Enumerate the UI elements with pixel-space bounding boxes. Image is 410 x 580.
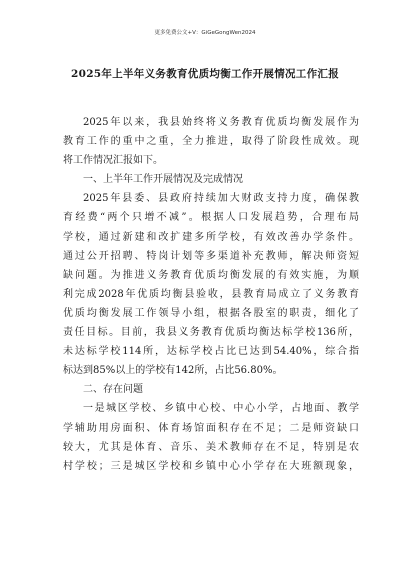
paragraph-line: 未达标学校114所，达标学校占比已达到54.40%，综合指 <box>63 346 359 358</box>
paragraph-line: 将工作情况汇报如下。 <box>63 155 163 167</box>
paragraph-line: 学校，通过新建和改扩建多所学校，有效改善办学条件。 <box>63 231 359 243</box>
paragraph-line: 缺问题。为推进义务教育优质均衡发展的有效实施，为顺 <box>63 269 359 281</box>
paragraph-line: 2025年县委、县政府持续加大财政支持力度，确保教 <box>83 193 359 205</box>
paragraph-line: 一是城区学校、乡镇中心校、中心小学，占地面、教学 <box>83 403 359 415</box>
paragraph-line: 较大，尤其是体育、音乐、美术教师存在不足，特别是农 <box>63 441 359 453</box>
paragraph-line: 2025年以来，我县始终将义务教育优质均衡发展作为 <box>83 117 359 128</box>
section-heading: 二、存在问题 <box>83 384 143 396</box>
paragraph-line: 村学校；三是城区学校和乡镇中心小学存在大班额现象， <box>63 460 359 472</box>
paragraph-line: 学辅助用房面积、体育场馆面积存在不足；二是师资缺口 <box>63 422 359 434</box>
paragraph-line: 育经费“两个只增不减”。根据人口发展趋势，合理布局 <box>63 212 359 224</box>
paragraph-line: 教育工作的重中之重，全力推进，取得了阶段性成效。现 <box>63 136 359 148</box>
document-title: 2025年上半年义务教育优质均衡工作开展情况工作汇报 <box>70 68 340 80</box>
paragraph-line: 优质均衡发展工作领导小组，根据各股室的职责，细化了 <box>63 307 359 319</box>
paragraph-line: 利完成2028年优质均衡县验收，县教育局成立了义务教育 <box>63 288 359 300</box>
document-body <box>63 113 359 476</box>
header-note: 更多免费公文+V：GiGeGongWen2024 <box>154 30 256 36</box>
paragraph-line: 标达到85%以上的学校有142所，占比56.80%。 <box>63 365 283 377</box>
paragraph-line: 责任目标。目前，我县义务教育优质均衡达标学校136所， <box>63 327 359 339</box>
paragraph-line: 通过公开招聘、特岗计划等多渠道补充教师，解决师资短 <box>63 250 359 262</box>
section-heading: 一、上半年工作开展情况及完成情况 <box>83 174 243 186</box>
